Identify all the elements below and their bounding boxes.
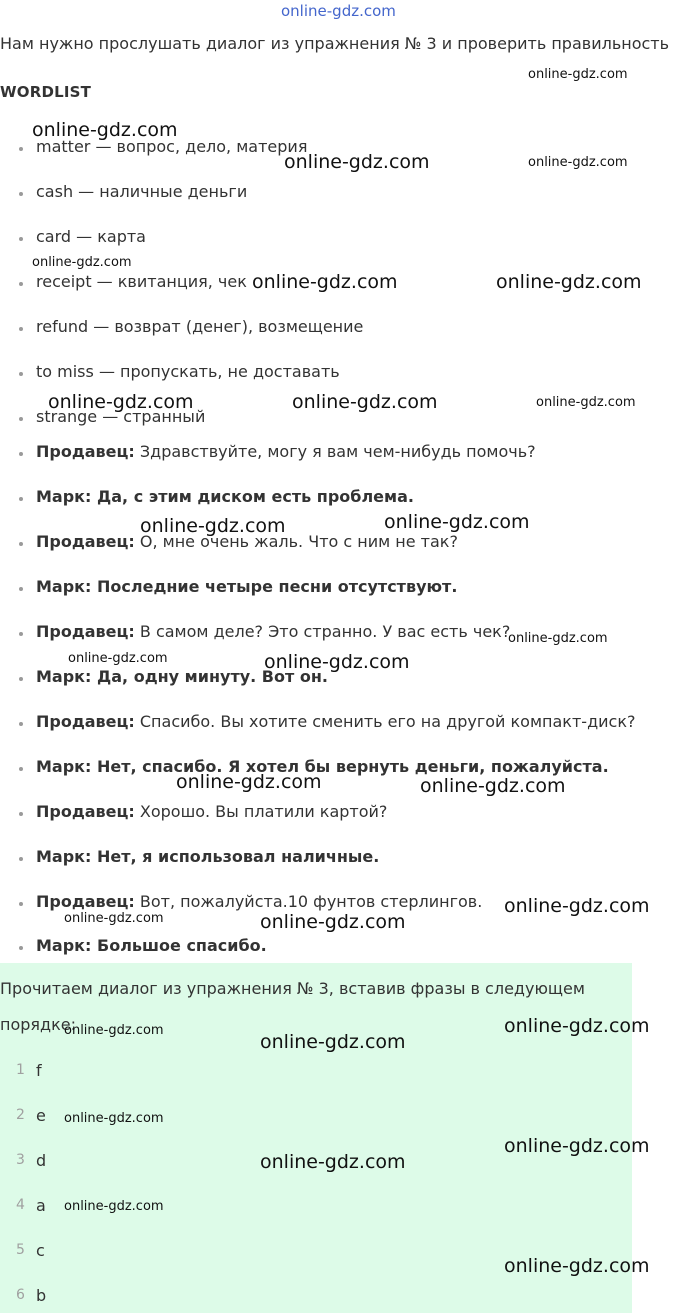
speaker-label: Марк: — [36, 757, 92, 776]
dialog-text: Хорошо. Вы платили картой? — [134, 802, 388, 821]
watermark: online-gdz.com — [140, 515, 286, 537]
speaker-label: Марк: — [36, 487, 92, 506]
watermark: online-gdz.com — [536, 395, 636, 410]
answer-number: 4 — [16, 1197, 25, 1213]
dialog-line — [36, 622, 510, 641]
dialog-line — [36, 442, 536, 461]
dialog-line — [36, 936, 267, 955]
answer-item — [0, 1241, 100, 1263]
watermark: online-gdz.com — [504, 895, 650, 917]
wordlist-item: cash — наличные деньги — [36, 182, 248, 201]
watermark: online-gdz.com — [64, 1023, 164, 1038]
dialog-text: Спасибо. Вы хотите сменить его на другой компакт-диск? — [134, 712, 636, 731]
watermark: online-gdz.com — [420, 775, 566, 797]
watermark: online-gdz.com — [64, 1111, 164, 1126]
watermark: online-gdz.com — [504, 1015, 650, 1037]
dialog-text: Вот, пожалуйста.10 фунтов стерлингов. — [134, 892, 483, 911]
watermark: online-gdz.com — [264, 651, 410, 673]
answer-number: 1 — [16, 1062, 25, 1078]
dialog-line — [36, 757, 609, 776]
answer-number: 3 — [16, 1152, 25, 1168]
dialog-line — [36, 847, 379, 866]
speaker-label: Марк: — [36, 667, 92, 686]
dialog-text: Здравствуйте, могу я вам чем-нибудь помочь? — [134, 442, 536, 461]
wordlist-item: strange — странный — [36, 407, 206, 426]
dialog-text: Последние четыре песни отсутствуют. — [91, 577, 458, 596]
wordlist-item: matter — вопрос, дело, материя — [36, 137, 308, 156]
dialog-text: Да, с этим диском есть проблема. — [91, 487, 414, 506]
watermark: online-gdz.com — [260, 1031, 406, 1053]
answer-item — [0, 1061, 100, 1083]
watermark: online-gdz.com — [508, 631, 608, 646]
wordlist-item: refund — возврат (денег), возмещение — [36, 317, 364, 336]
answer-number: 5 — [16, 1242, 25, 1258]
watermark: online-gdz.com — [384, 511, 530, 533]
answer-value: b — [36, 1286, 47, 1305]
dialog-line — [36, 577, 457, 596]
dialog-line — [36, 892, 482, 911]
answer-number: 2 — [16, 1107, 25, 1123]
answer-item — [0, 1151, 100, 1173]
dialog-line — [36, 802, 387, 821]
watermark: online-gdz.com — [64, 1199, 164, 1214]
watermark: online-gdz.com — [284, 151, 430, 173]
dialog-text: Да, одну минуту. Вот он. — [91, 667, 328, 686]
speaker-label: Марк: — [36, 936, 92, 955]
watermark: online-gdz.com — [292, 391, 438, 413]
watermark: online-gdz.com — [496, 271, 642, 293]
dialog-text: Нет, я использовал наличные. — [91, 847, 380, 866]
watermark: online-gdz.com — [64, 911, 164, 926]
wordlist-item: receipt — квитанция, чек — [36, 272, 247, 291]
watermark: online-gdz.com — [260, 1151, 406, 1173]
answer-value: f — [36, 1061, 42, 1080]
watermark: online-gdz.com — [32, 255, 132, 270]
dialog-text: Нет, спасибо. Я хотел бы вернуть деньги, пожалуйста. — [91, 757, 609, 776]
watermark: online-gdz.com — [528, 67, 628, 82]
watermark: online-gdz.com — [504, 1135, 650, 1157]
watermark: online-gdz.com — [260, 911, 406, 933]
wordlist-item: to miss — пропускать, не доставать — [36, 362, 340, 381]
speaker-label: Марк: — [36, 847, 92, 866]
dialog-text: О, мне очень жаль. Что с ним не так? — [134, 532, 458, 551]
watermark: online-gdz.com — [504, 1255, 650, 1277]
speaker-label: Продавец: — [36, 802, 135, 821]
wordlist-item: card — карта — [36, 227, 146, 246]
answer-value: e — [36, 1106, 46, 1125]
answer-intro: Прочитаем диалог из упражнения № 3, вставив фразы в следующем порядке: — [0, 979, 585, 1034]
watermark: online-gdz.com — [68, 651, 168, 666]
watermark: online-gdz.com — [32, 119, 178, 141]
answer-item — [0, 1286, 100, 1308]
answer-value: d — [36, 1151, 47, 1170]
watermark: online-gdz.com — [528, 155, 628, 170]
dialog-line — [36, 487, 414, 506]
speaker-label: Продавец: — [36, 712, 135, 731]
dialog-text: В самом деле? Это странно. У вас есть чек? — [134, 622, 511, 641]
watermark: online-gdz.com — [252, 271, 398, 293]
wordlist-heading: WORDLIST — [0, 83, 92, 101]
answer-value: c — [36, 1241, 45, 1260]
dialog-line — [36, 712, 635, 731]
speaker-label: Продавец: — [36, 442, 135, 461]
intro-text: Нам нужно прослушать диалог из упражнения № 3 и проверить правильность — [0, 34, 670, 53]
dialog-text: Большое спасибо. — [91, 936, 267, 955]
speaker-label: Продавец: — [36, 622, 135, 641]
speaker-label: Марк: — [36, 577, 92, 596]
speaker-label: Продавец: — [36, 532, 135, 551]
watermark: online-gdz.com — [176, 771, 322, 793]
answer-number: 6 — [16, 1287, 25, 1303]
answer-value: a — [36, 1196, 46, 1215]
watermark-top: online-gdz.com — [281, 2, 396, 20]
watermark: online-gdz.com — [48, 391, 194, 413]
speaker-label: Продавец: — [36, 892, 135, 911]
